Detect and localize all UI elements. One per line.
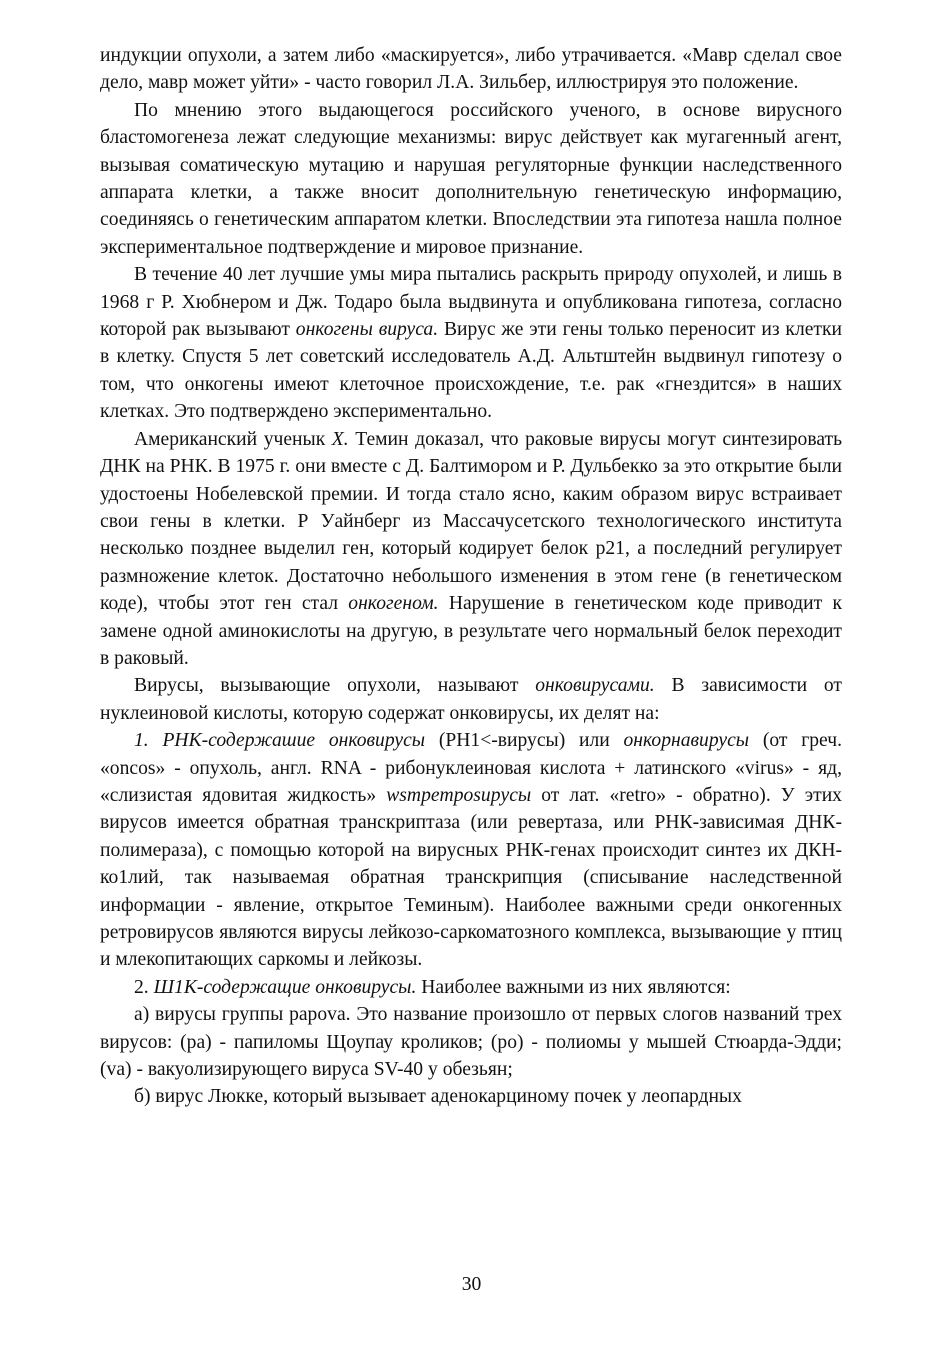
italic-term: онкорнавирусы (623, 730, 750, 752)
paragraph-1 (100, 42, 842, 97)
text-segment: индукции опухоли, а затем либо «маскируется», либо утрачивается. «Мавр сделал свое дело, мавр может уйти» - часто говорил Л.А. Зильбер, иллюстрируя это положение. (100, 45, 842, 94)
text-segment: По мнению этого выдающегося российского ученого, в основе вирусного бластомогенеза лежат следующие механизмы: вирус действует как мугагенный агент, вызывая соматическую мутацию и нарушая регуляторные функции наследственного аппарата клетки, а также вносит дополнительную генетическую информацию, соединяясь о генетическим аппаратом клетки. Впоследствии эта гипотеза нашла полное экспериментальное подтверждение и мировое признание. (100, 99, 842, 258)
text-segment: В течение 40 лет лучшие умы мира пытались раскрыть природу опухолей, и лишь в 1968 г Р. Хюбнером и Дж. Тодаро была выдвинута и опубликована гипотеза, согласно которой рак вызывают (100, 264, 842, 341)
text-segment: В зависимости от нуклеиновой кислоты, которую содержат онковирусы, их делят на: (100, 675, 842, 724)
italic-heading: Ш1К-содержащие онковирусы. (153, 976, 417, 998)
italic-term: онковирусами. (535, 675, 655, 697)
text-segment: от лат. «retro» - обратно). У этих вирусов имеется обратная транскриптаза (или ревертаза, или РНК-зависимая ДНК-полимераза), с помощью которой на вирусных РНК-генах происходит синтез их ДКН-ко1лий, так называемая обратная транскрипция (списывание наследственной информации - явление, открытое Теминым). Наиболее важными среди онкогенных ретровирусов являются вирусы лейкозо-саркоматозного комплекса, вызывающие у птиц и млекопитающих саркомы и лейкозы. (100, 784, 842, 971)
paragraph-6 (100, 727, 842, 974)
text-segment: Американский ученык (134, 428, 332, 450)
page-body (100, 42, 842, 1111)
text-segment: (от греч. «oncos» - опухоль, англ. RNA - рибонуклеиновая кислота + латинского «virus» - яд, «слизистая ядовитая жидкость» (100, 730, 842, 806)
italic-term: X. (331, 428, 349, 450)
italic-term: онкогеном. (348, 593, 439, 615)
text-segment: Наиболее важными из них являются: (416, 976, 731, 998)
text-segment: б) вирус Люкке, который вызывает аденокарциному почек у леопардных (134, 1086, 742, 1108)
paragraph-2 (100, 97, 842, 261)
paragraph-5 (100, 672, 842, 727)
text-segment: Нарушение в генетическом коде приводит к замене одной аминокислоты на другую, в результате чего нормальный белок переходит в раковый. (100, 593, 842, 669)
text-segment: (РН1<-вирусы) или (425, 730, 624, 752)
text-segment: Вирус же эти гены только переносит из клетки в клетку. Спустя 5 лет советский исследователь А.Д. Альтштейн выдвинул гипотезу о том, что онкогены имеют клеточное происхождение, т.е. рак «гнездится» в наших клетках. Это подтверждено экспериментально. (100, 319, 842, 423)
text-segment: 2. (134, 976, 154, 998)
paragraph-4 (100, 426, 842, 673)
text-segment: а) вирусы группы papova. Это название произошло от первых слогов названий трех вирусов: (pa) - папиломы Щоупау кроликов; (ро) - полиомы у мышей Стюарда-Эдди; (va) - вакуолизирующего вируса SV-40 у обезьян; (100, 1004, 842, 1081)
page-number: 30 (461, 1274, 482, 1295)
text-segment: Темин доказал, что раковые вирусы могут синтезировать ДНК на РНК. В 1975 г. они вместе с Д. Балтимором и Р. Дульбекко за это открытие были удостоены Нобелевской премии. И тогда стало ясно, каким образом вирус встраивает свои гены в клетки. Р Уайнберг из Массачусетского технологического института несколько позднее выделил ген, который кодирует белок р21, а последний регулирует размножение клеток. Достаточно небольшого изменения в этом гене (в генетическом коде), чтобы этот ген стал (100, 428, 843, 615)
paragraph-3 (100, 261, 842, 425)
paragraph-8 (100, 1001, 842, 1083)
paragraph-9 (100, 1083, 842, 1110)
italic-heading: 1. РНК-содержашие онковирусы (134, 730, 426, 752)
paragraph-7 (100, 974, 842, 1001)
italic-term: онкогены вируса. (295, 319, 439, 341)
text-segment: Вирусы, вызывающие опухоли, называют (134, 675, 536, 697)
italic-term: wsmpemposupycы (386, 784, 532, 806)
